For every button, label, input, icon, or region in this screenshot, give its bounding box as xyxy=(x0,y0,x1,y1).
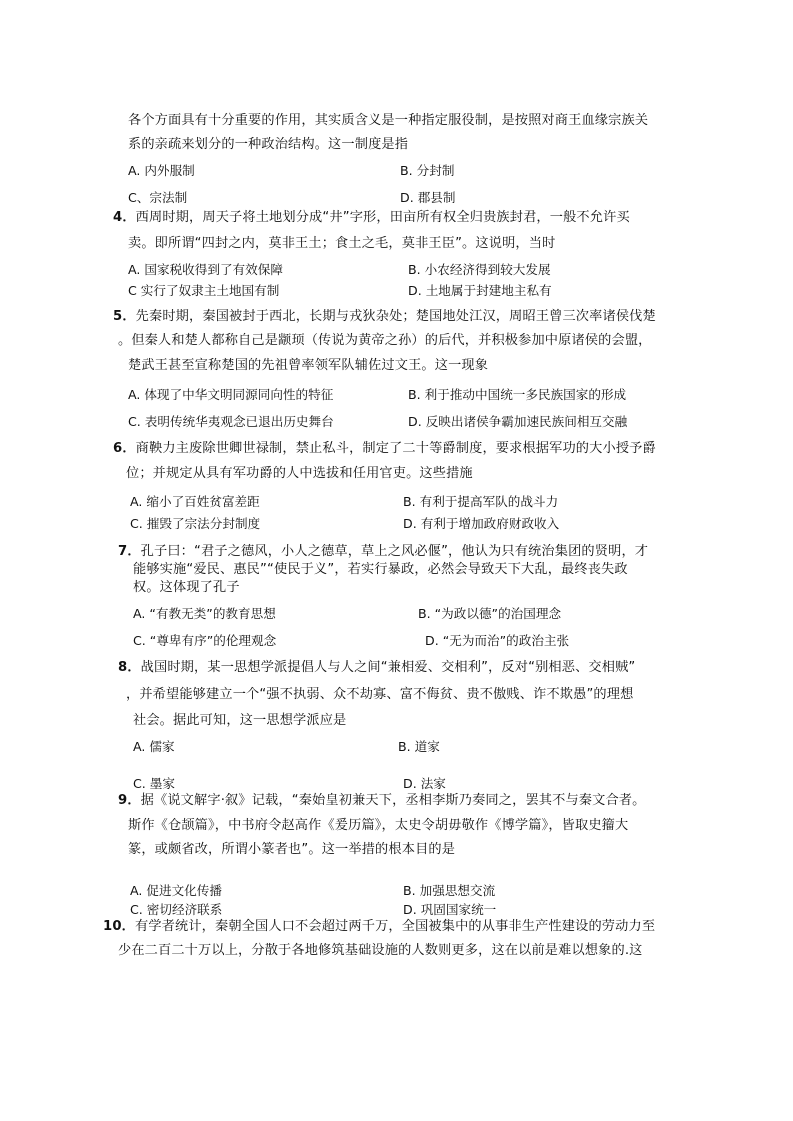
q9-first-line xyxy=(118,792,645,810)
q3-option-b: B. 分封制 xyxy=(400,163,455,178)
q5-number: 5． xyxy=(113,309,136,324)
q5-option-d: D. 反映出诸侯争霸加速民族间相互交融 xyxy=(408,414,628,429)
q4-first-line xyxy=(113,209,630,227)
q4-line-1: 西周时期，周天子将土地划分成“井”字形，田亩所有权全归贵族封君，一般不允许买 xyxy=(135,210,630,225)
q10-number: 10． xyxy=(103,919,135,934)
q8-first-line xyxy=(118,659,635,677)
q8-option-b: B. 道家 xyxy=(398,739,440,754)
q7-option-a: A. “有教无类”的教育思想 xyxy=(133,606,276,621)
q9-option-d: D. 巩固国家统一 xyxy=(403,902,497,917)
q5-line-2: 。但秦人和楚人都称自己是颛顼（传说为黄帝之孙）的后代，并积极参加中原诸侯的会盟， xyxy=(118,333,652,348)
q7-line-2: 能够实施“爱民、惠民”“使民于义”，若实行暴政，必然会导致天下大乱，最终丧失政 xyxy=(133,562,628,577)
q8-line-3: 社会。据此可知，这一思想学派应是 xyxy=(133,713,347,728)
q4-line-2: 卖。即所谓“四封之内，莫非王土；食土之毛，莫非王臣”。这说明，当时 xyxy=(128,236,556,251)
q5-line-3: 楚武王甚至宣称楚国的先祖曾率领军队辅佐过文王。这一现象 xyxy=(128,358,489,373)
q4-option-a: A. 国家税收得到了有效保障 xyxy=(128,262,283,277)
q5-option-a: A. 体现了中华文明同源同向性的特征 xyxy=(128,387,334,402)
q5-option-b: B. 利于推动中国统一多民族国家的形成 xyxy=(408,387,627,402)
q7-first-line xyxy=(118,543,648,561)
q4-option-b: B. 小农经济得到较大发展 xyxy=(408,262,551,277)
q9-number: 9． xyxy=(118,793,141,808)
q6-option-d: D. 有利于增加政府财政收入 xyxy=(403,516,560,531)
q6-option-b: B. 有利于提高军队的战斗力 xyxy=(403,494,559,509)
q3-line-1: 各个方面具有十分重要的作用，其实质含义是一种指定服役制，是按照对商王血缘宗族关 xyxy=(128,113,649,128)
q7-number: 7． xyxy=(118,544,141,559)
q9-option-a: A. 促进文化传播 xyxy=(130,883,222,898)
q10-first-line xyxy=(103,918,655,936)
q9-line-2: 斯作《仓颉篇》，中书府令赵高作《爰历篇》，太史令胡毋敬作《博学篇》，皆取史籀大 xyxy=(128,818,629,833)
q3-option-c: C、宗法制 xyxy=(128,190,188,205)
q5-first-line xyxy=(113,308,656,326)
q8-number: 8． xyxy=(118,660,141,675)
q3-line-2: 系的亲疏来划分的一种政治结构。这一制度是指 xyxy=(128,137,409,152)
q7-option-c: C. “尊卑有序”的伦理观念 xyxy=(133,633,277,648)
q6-number: 6． xyxy=(113,441,136,456)
q6-first-line xyxy=(113,440,656,458)
q6-option-a: A. 缩小了百姓贫富差距 xyxy=(130,494,260,509)
q7-line-3: 权。这体现了孔子 xyxy=(133,580,240,595)
q7-option-b: B. “为政以德”的治国理念 xyxy=(418,606,562,621)
q10-line-1: 有学者统计，秦朝全国人口不会超过两千万，全国被集中的从事非生产性建设的劳动力至 xyxy=(135,919,656,934)
q5-line-1: 先秦时期，秦国被封于西北，长期与戎狄杂处；楚国地处江汉，周昭王曾三次率诸侯伐楚 xyxy=(135,309,656,324)
q3-option-a: A. 内外服制 xyxy=(128,163,195,178)
q5-option-c: C. 表明传统华夷观念已退出历史舞台 xyxy=(128,414,334,429)
q8-option-c: C. 墨家 xyxy=(133,776,175,791)
q3-option-d: D. 郡县制 xyxy=(400,190,456,205)
q9-option-c: C. 密切经济联系 xyxy=(130,902,223,917)
q6-option-c: C. 摧毁了宗法分封制度 xyxy=(130,516,261,531)
q8-option-a: A. 儒家 xyxy=(133,739,175,754)
q8-line-2: ，并希望能够建立一个“强不执弱、众不劫寡、富不侮贫、贵不傲贱、诈不欺愚”的理想 xyxy=(126,687,634,702)
q6-line-1: 商鞅力主废除世卿世禄制，禁止私斗，制定了二十等爵制度，要求根据军功的大小授予爵 xyxy=(135,441,656,456)
q9-line-1: 据《说文解字·叙》记载，“秦始皇初兼天下，丞相李斯乃奏同之，罢其不与秦文合者。 xyxy=(140,793,646,808)
q4-option-c: C 实行了奴隶主土地国有制 xyxy=(128,283,280,298)
q9-line-3: 篆，或颇省改，所谓小篆者也”。这一举措的根本目的是 xyxy=(128,842,456,857)
q4-number: 4． xyxy=(113,210,136,225)
q4-option-d: D. 土地属于封建地主私有 xyxy=(408,283,552,298)
q8-line-1: 战国时期，某一思想学派提倡人与人之间“兼相爱、交相利”，反对“别相恶、交相贼” xyxy=(140,660,636,675)
q10-line-2: 少在二百二十万以上，分散于各地修筑基础设施的人数则更多，这在以前是难以想象的.这 xyxy=(118,943,643,958)
q7-option-d: D. “无为而治”的政治主张 xyxy=(425,633,570,648)
q8-option-d: D. 法家 xyxy=(403,776,446,791)
q6-line-2: 位；并规定从具有军功爵的人中选拔和任用官吏。这些措施 xyxy=(126,466,473,481)
q7-line-1: 孔子曰：“君子之德风，小人之德草，草上之风必偃”，他认为只有统治集团的贤明，才 xyxy=(140,544,649,559)
q9-option-b: B. 加强思想交流 xyxy=(403,883,496,898)
